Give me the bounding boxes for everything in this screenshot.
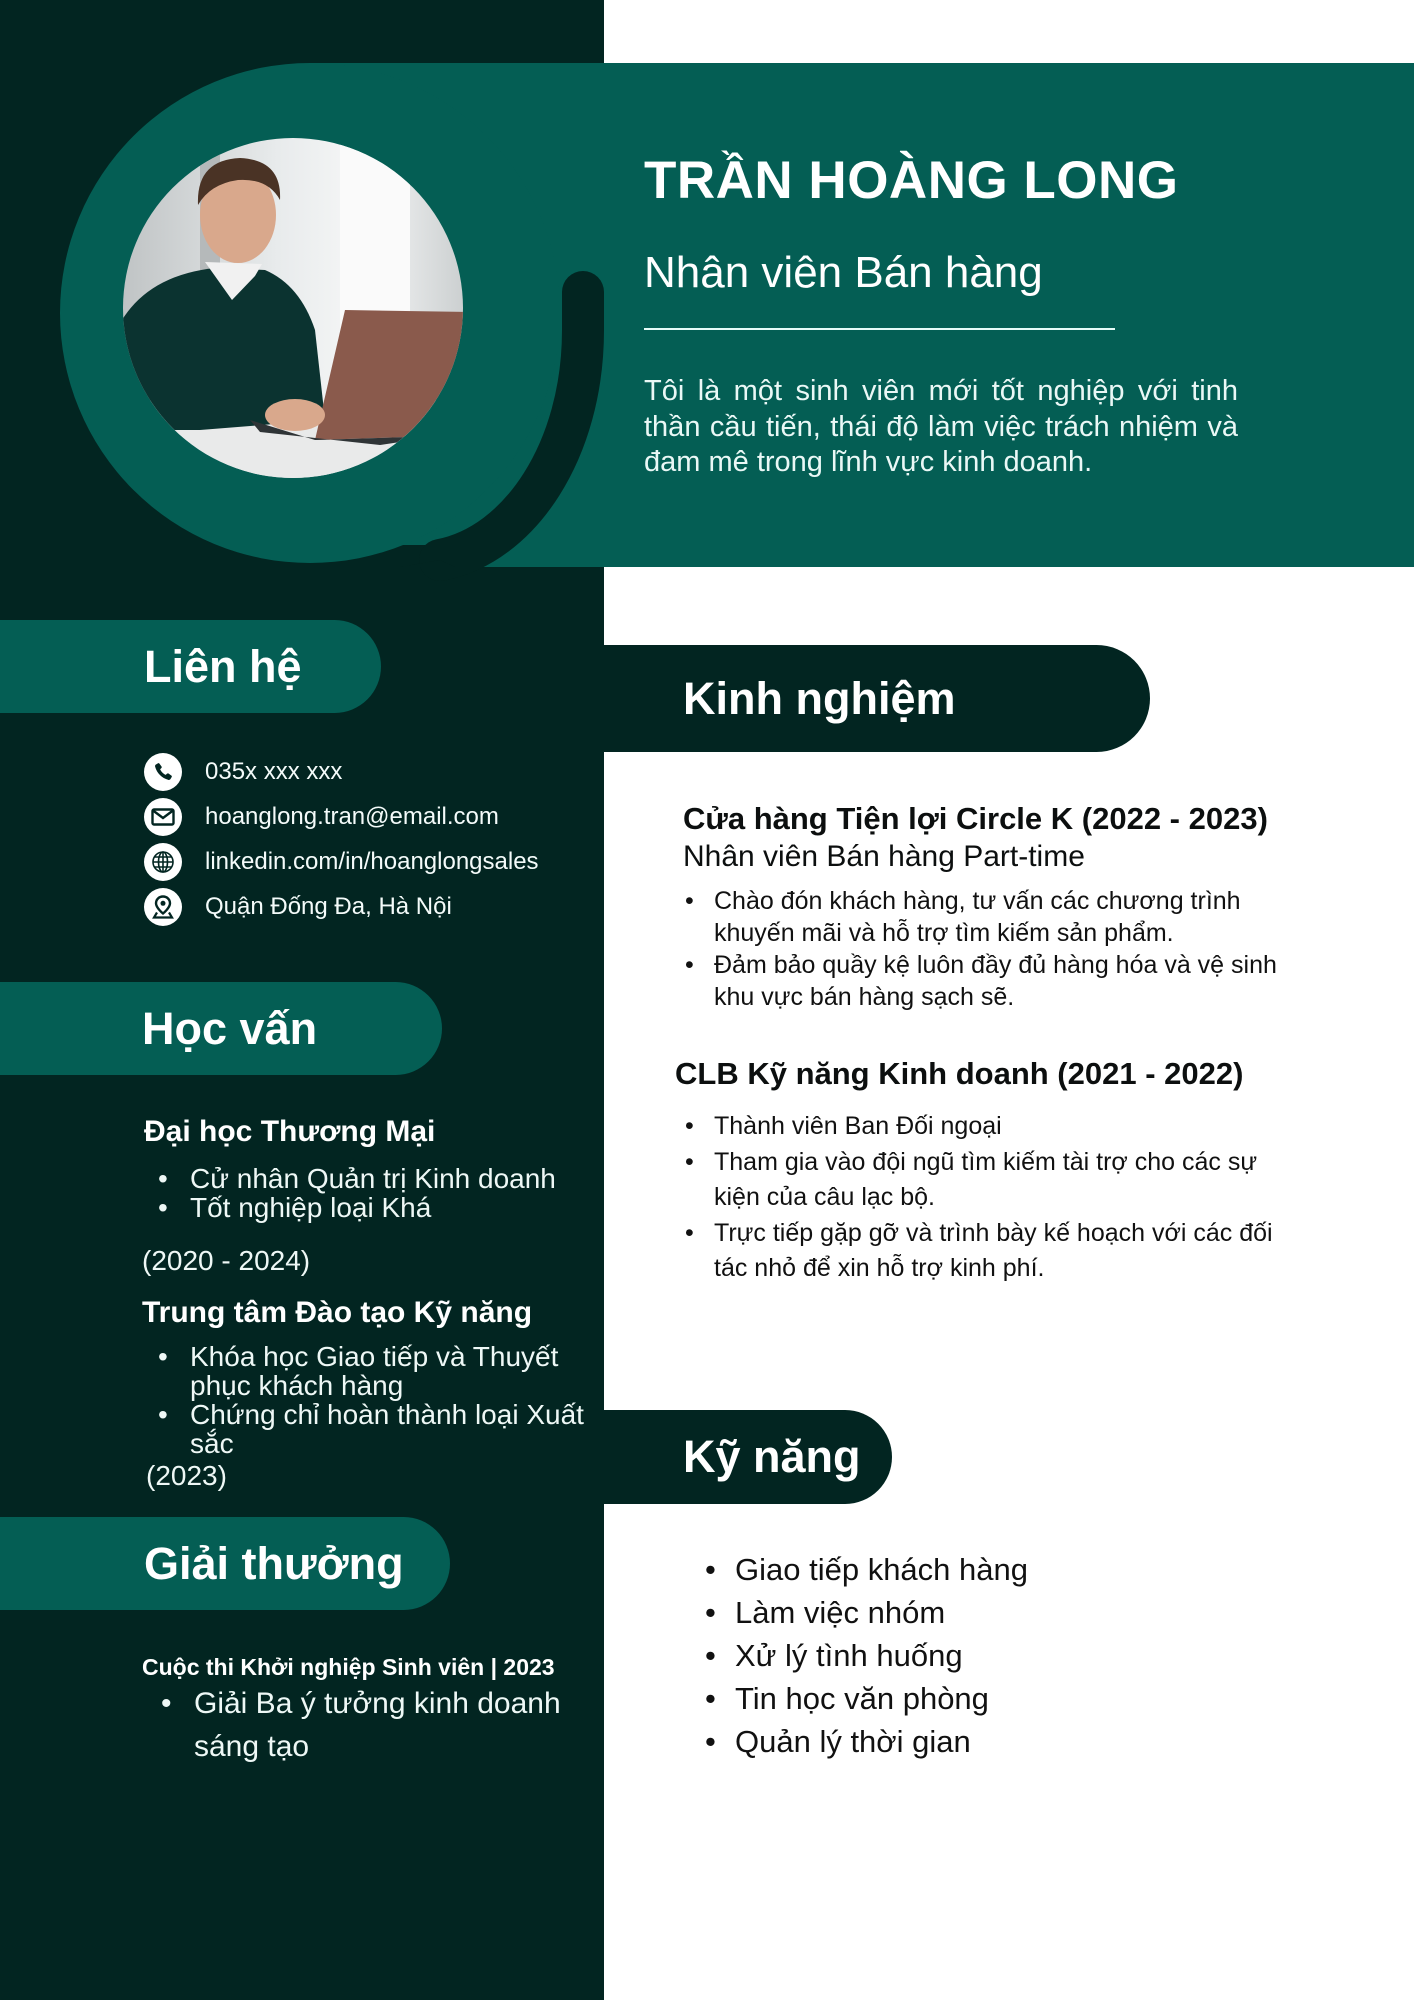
phone-icon xyxy=(144,753,182,791)
contact-section-header xyxy=(0,620,381,713)
email-icon xyxy=(144,798,182,836)
award-bullet: • Giải Ba ý tưởng kinh doanh sáng tạo xyxy=(194,1682,594,1768)
education-1-bullet: • Tốt nghiệp loại Khá xyxy=(190,1193,590,1222)
experience-section-header xyxy=(604,645,1150,752)
experience-1-role: Nhân viên Bán hàng Part-time xyxy=(683,840,1085,873)
education-1-years: (2020 - 2024) xyxy=(142,1245,311,1276)
education-1-details xyxy=(190,1164,590,1222)
education-1-bullet: • Cử nhân Quản trị Kinh doanh xyxy=(190,1164,590,1193)
experience-1-bullet: • Đảm bảo quầy kệ luôn đầy đủ hàng hóa và vệ sinh khu vực bán hàng sạch sẽ. xyxy=(714,949,1304,1013)
award-title: Cuộc thi Khởi nghiệp Sinh viên | 2023 xyxy=(142,1654,555,1680)
education-heading: Học vấn xyxy=(142,1002,318,1054)
candidate-name: TRẦN HOÀNG LONG xyxy=(644,151,1179,210)
education-2-years: (2023) xyxy=(146,1460,227,1491)
experience-1-bullet: • Chào đón khách hàng, tư vấn các chương trình khuyến mãi và hỗ trợ tìm kiếm sản phẩm. xyxy=(714,885,1304,949)
location-pin-icon xyxy=(144,888,182,926)
education-2-bullet: • Khóa học Giao tiếp và Thuyết phục khách hàng xyxy=(190,1342,590,1400)
skills-section-header xyxy=(604,1410,892,1504)
experience-2-bullet: • Thành viên Ban Đối ngoại xyxy=(714,1109,1304,1145)
education-school-2: Trung tâm Đào tạo Kỹ năng xyxy=(142,1296,533,1329)
education-2-details xyxy=(190,1342,590,1458)
experience-2-title: CLB Kỹ năng Kinh doanh (2021 - 2022) xyxy=(675,1056,1244,1091)
contact-linkedin[interactable] xyxy=(144,842,539,882)
linkedin-url[interactable]: linkedin.com/in/hoanglongsales xyxy=(205,848,539,875)
contact-phone xyxy=(144,752,342,792)
experience-2-bullet: • Trực tiếp gặp gỡ và trình bày kế hoạch với các đối tác nhỏ để xin hỗ trợ kinh phí. xyxy=(714,1216,1304,1287)
header-divider xyxy=(644,328,1115,330)
skills-heading: Kỹ năng xyxy=(683,1431,861,1482)
phone-number: 035x xxx xxx xyxy=(205,758,343,785)
experience-1-details xyxy=(714,885,1304,1013)
skill-item: • Xử lý tình huống xyxy=(735,1634,1028,1677)
skill-item: • Làm việc nhóm xyxy=(735,1591,1028,1634)
awards-heading: Giải thưởng xyxy=(144,1537,404,1589)
education-2-bullet: • Chứng chỉ hoàn thành loại Xuất sắc xyxy=(190,1400,590,1458)
experience-1-title: Cửa hàng Tiện lợi Circle K (2022 - 2023) xyxy=(683,801,1268,836)
experience-2-details xyxy=(714,1109,1304,1287)
job-title: Nhân viên Bán hàng xyxy=(644,248,1043,297)
header-banner xyxy=(0,0,1414,600)
contact-address xyxy=(144,887,452,927)
experience-2-bullet: • Tham gia vào đội ngũ tìm kiếm tài trợ cho các sự kiện của câu lạc bộ. xyxy=(714,1145,1304,1216)
email-address[interactable]: hoanglong.tran@email.com xyxy=(205,803,499,830)
address: Quận Đống Đa, Hà Nội xyxy=(205,893,452,920)
skills-list xyxy=(735,1548,1028,1763)
contact-heading: Liên hệ xyxy=(144,640,302,692)
profile-summary: Tôi là một sinh viên mới tốt nghiệp với tinh thần cầu tiến, thái độ làm việc trách nhiệm và đam mê trong lĩnh vực kinh doanh. xyxy=(644,375,1238,478)
contact-email[interactable] xyxy=(144,797,499,837)
globe-icon xyxy=(144,843,182,881)
education-school-1: Đại học Thương Mại xyxy=(144,1115,436,1148)
education-section-header xyxy=(0,982,442,1075)
award-details xyxy=(194,1682,594,1768)
skill-item: • Quản lý thời gian xyxy=(735,1720,1028,1763)
experience-heading: Kinh nghiệm xyxy=(683,672,956,724)
skill-item: • Tin học văn phòng xyxy=(735,1677,1028,1720)
skill-item: • Giao tiếp khách hàng xyxy=(735,1548,1028,1591)
awards-section-header xyxy=(0,1517,450,1610)
